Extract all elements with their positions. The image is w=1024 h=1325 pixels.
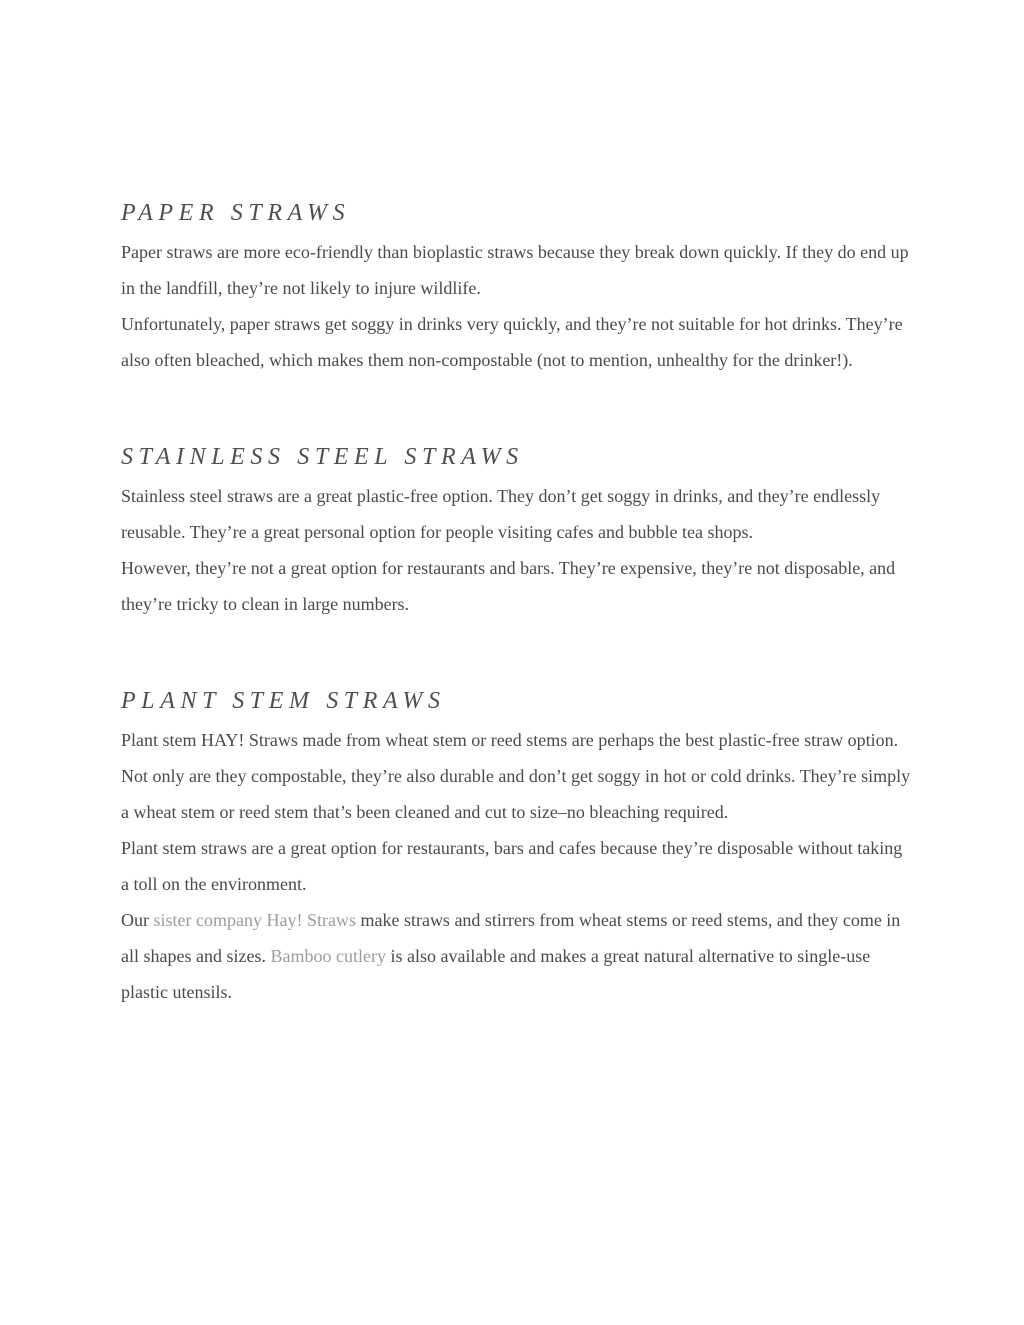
section-title: PAPER STRAWS	[121, 200, 351, 226]
paragraph: However, they’re not a great option for restaurants and bars. They’re expensive, they’re not disposable, and they’re tricky to clean in large numbers.	[121, 558, 896, 614]
paragraph: Plant stem HAY! Straws made from wheat stem or reed stems are perhaps the best plastic-free straw option.	[121, 730, 899, 750]
paragraph: Plant stem straws are a great option for restaurants, bars and cafes because they’re disposable without taking a toll on the environment.	[121, 838, 903, 894]
closing-suffix: is also available and makes a great natural alternative to single-use plastic utensils.	[121, 946, 871, 1002]
paragraph: Paper straws are more eco-friendly than bioplastic straws because they break down quickly. If they do end up in the landfill, they’re not likely to injure wildlife.	[121, 242, 909, 298]
paragraph: Stainless steel straws are a great plastic-free option. They don’t get soggy in drinks, and they’re endlessly reusable. They’re a great personal option for people visiting cafes and bubble tea shops.	[121, 486, 881, 542]
section-stainless-steel-straws	[121, 441, 911, 622]
section-title: STAINLESS STEEL STRAWS	[121, 444, 524, 470]
sister-company-link[interactable]: sister company Hay! Straws	[153, 910, 356, 930]
section-plant-stem-straws	[121, 685, 911, 1010]
paragraph: Unfortunately, paper straws get soggy in drinks very quickly, and they’re not suitable for hot drinks. They’re also often bleached, which makes them non-compostable (not to mention, unhealthy for the drinker!).	[121, 314, 903, 370]
closing-middle: make straws and stirrers from wheat stems or reed stems, and they come in all shapes and sizes.	[121, 910, 901, 966]
section-title: PLANT STEM STRAWS	[121, 688, 446, 714]
closing-prefix: Our	[121, 910, 154, 930]
section-paper-straws	[121, 197, 911, 378]
article-body	[121, 197, 911, 1010]
paragraph: Not only are they compostable, they’re also durable and don’t get soggy in hot or cold drinks. They’re simply a wheat stem or reed stem that’s been cleaned and cut to size–no bleaching required.	[121, 766, 911, 822]
bamboo-cutlery-link[interactable]: Bamboo cutlery	[270, 946, 386, 966]
closing-paragraph	[121, 902, 911, 1010]
